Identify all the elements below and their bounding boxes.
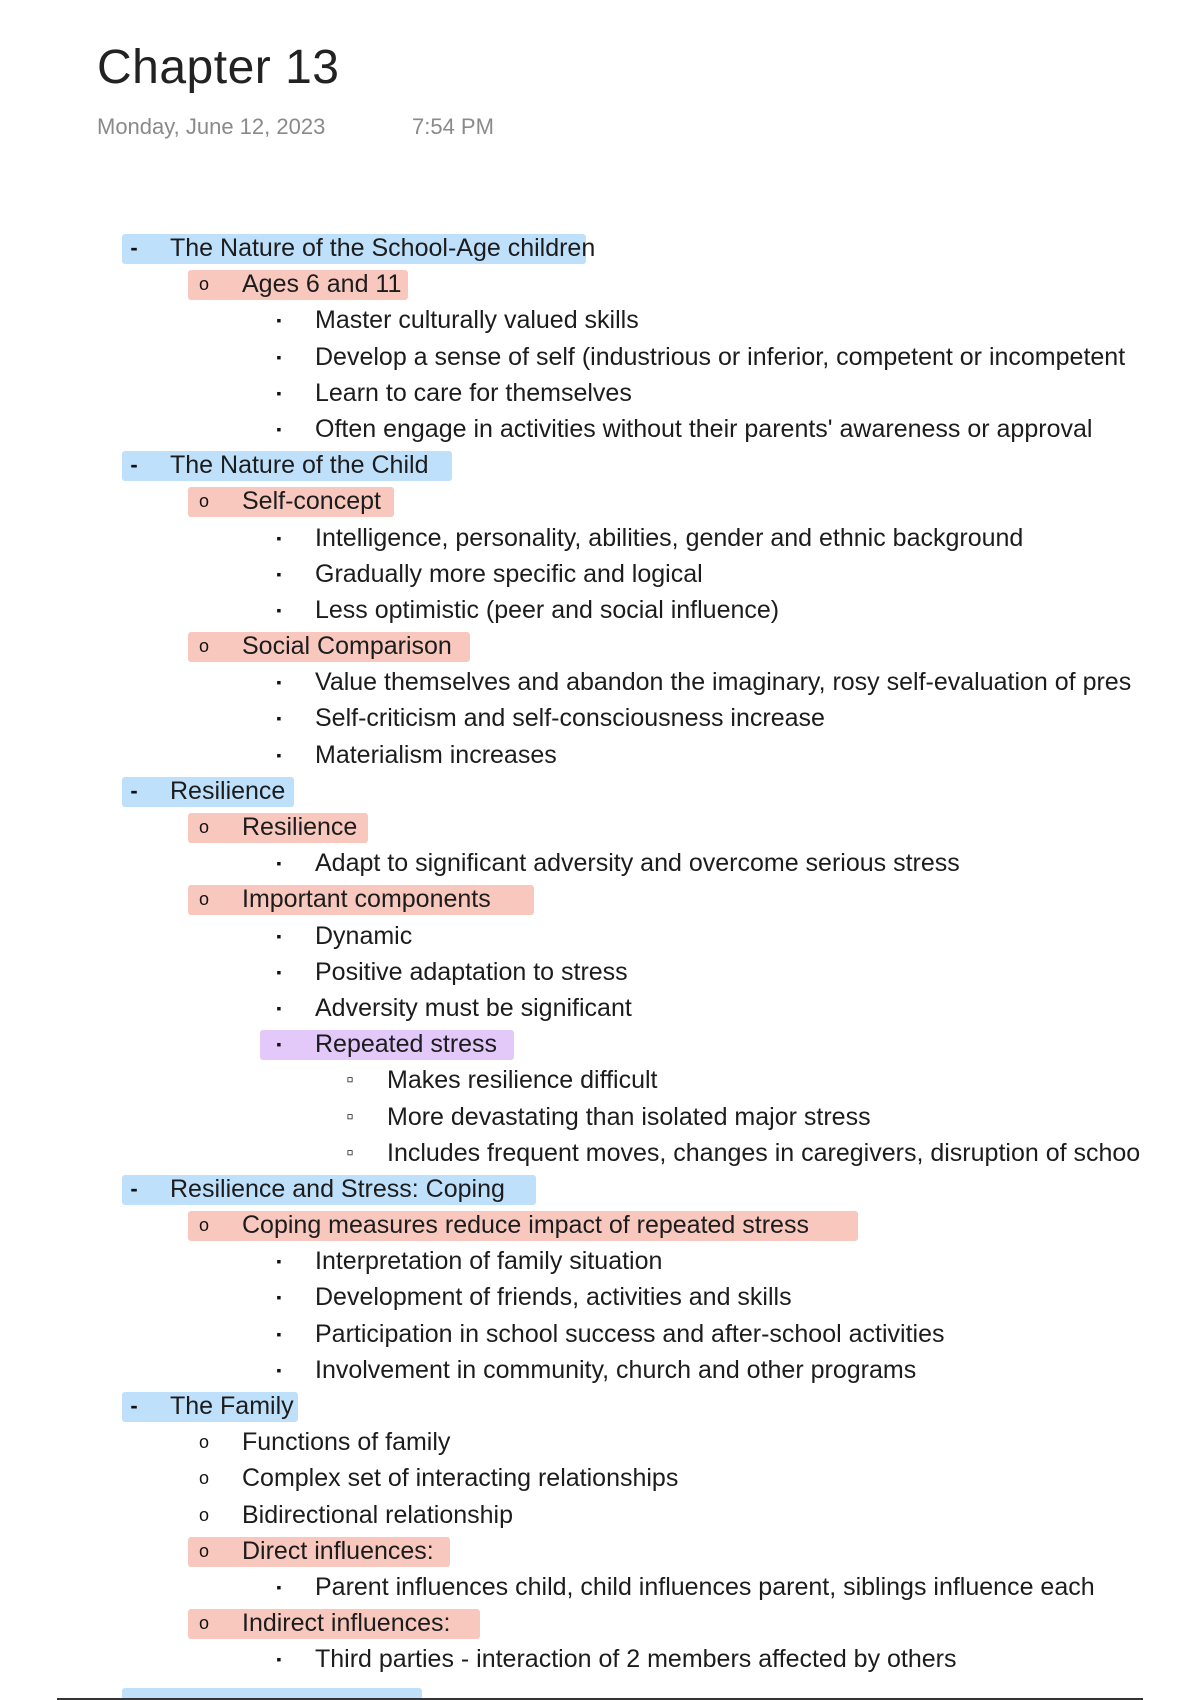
box-bullet-icon: ▫ (346, 1069, 354, 1092)
outline-text: Complex set of interacting relationships (242, 1464, 679, 1493)
outline-item[interactable] (0, 664, 1200, 700)
square-bullet-icon: ▪ (276, 927, 282, 944)
square-bullet-icon: ▪ (276, 601, 282, 618)
outline-item[interactable] (0, 556, 1200, 592)
outline-text: Materialism increases (315, 740, 557, 769)
outline-item[interactable] (0, 1424, 1200, 1460)
outline-text: Adapt to significant adversity and overcome serious stress (315, 849, 960, 878)
outline-item[interactable] (0, 1352, 1200, 1388)
circle-bullet-icon: o (198, 1468, 209, 1489)
outline-text: Self-criticism and self-consciousness increase (315, 704, 825, 733)
outline-item[interactable] (0, 1605, 1200, 1641)
dash-bullet-icon: - (130, 777, 138, 803)
outline-item[interactable] (0, 881, 1200, 917)
box-bullet-icon: ▫ (346, 1105, 354, 1128)
outline-text: The Nature of the School-Age children (170, 234, 596, 262)
page-date: Monday, June 12, 2023 (97, 114, 326, 139)
outline-text: Repeated stress (315, 1030, 498, 1059)
circle-bullet-icon: o (198, 1215, 209, 1236)
outline-text: Self-concept (242, 487, 381, 516)
outline-text: Development of friends, activities and skills (315, 1283, 792, 1312)
square-bullet-icon: ▪ (276, 420, 282, 437)
square-bullet-icon: ▪ (276, 1325, 282, 1342)
outline-text: Includes frequent moves, changes in caregivers, disruption of schoo (387, 1138, 1141, 1167)
outline-item[interactable] (0, 520, 1200, 556)
outline-item[interactable] (0, 918, 1200, 954)
outline-item[interactable] (0, 1316, 1200, 1352)
dash-bullet-icon: - (130, 235, 138, 260)
outline-item[interactable] (0, 1026, 1200, 1062)
circle-bullet-icon: o (198, 1540, 209, 1561)
box-bullet-icon: ▫ (346, 1141, 354, 1164)
dash-bullet-icon: - (130, 1393, 138, 1418)
outline-item[interactable] (0, 592, 1200, 628)
square-bullet-icon: ▪ (276, 384, 282, 401)
outline-text: Bidirectional relationship (242, 1500, 513, 1529)
outline-item[interactable] (0, 375, 1200, 411)
outline-text: Often engage in activities without their parents' awareness or approval (315, 414, 1093, 443)
outline-item[interactable] (0, 339, 1200, 375)
square-bullet-icon: ▪ (276, 963, 282, 980)
outline-item[interactable] (0, 990, 1200, 1026)
square-bullet-icon: ▪ (276, 999, 282, 1016)
outline-item[interactable] (0, 1207, 1200, 1243)
outline-item[interactable] (0, 700, 1200, 736)
circle-bullet-icon: o (198, 274, 209, 295)
circle-bullet-icon: o (198, 1432, 209, 1453)
outline-item[interactable] (0, 1135, 1200, 1171)
outline-item[interactable] (0, 1062, 1200, 1098)
outline-text: Intelligence, personality, abilities, gender and ethnic background (315, 523, 1024, 552)
square-bullet-icon: ▪ (276, 1289, 282, 1306)
outline-text: Develop a sense of self (industrious or inferior, competent or incompetent (315, 342, 1126, 371)
outline-text: More devastating than isolated major stress (387, 1102, 871, 1131)
outline-item[interactable] (0, 1279, 1200, 1315)
outline-text: Third parties - interaction of 2 members affected by others (315, 1645, 957, 1674)
outline-text: Resilience (170, 776, 286, 805)
square-bullet-icon: ▪ (276, 1651, 282, 1668)
outline-item[interactable] (0, 1569, 1200, 1605)
outline-item[interactable] (0, 447, 1200, 483)
outline-item[interactable] (0, 302, 1200, 338)
square-bullet-icon: ▪ (276, 529, 282, 546)
outline-text: Master culturally valued skills (315, 306, 639, 335)
square-bullet-icon: ▪ (276, 1361, 282, 1378)
outline-text: Gradually more specific and logical (315, 559, 703, 588)
outline-text: Positive adaptation to stress (315, 957, 628, 986)
outline-text: Social Comparison (242, 632, 452, 661)
outline-text: Less optimistic (peer and social influence) (315, 595, 780, 624)
square-bullet-icon: ▪ (276, 674, 282, 691)
outline-item[interactable] (0, 483, 1200, 519)
outline-text: Interpretation of family situation (315, 1247, 663, 1276)
circle-bullet-icon: o (198, 889, 209, 910)
outline-text: Participation in school success and after-school activities (315, 1319, 945, 1348)
outline-text: Indirect influences: (242, 1609, 451, 1638)
circle-bullet-icon: o (198, 636, 209, 657)
outline-item[interactable] (0, 628, 1200, 664)
outline-text: Involvement in community, church and other programs (315, 1355, 917, 1384)
outline-item[interactable] (0, 1497, 1200, 1533)
circle-bullet-icon: o (198, 1613, 209, 1634)
outline-item[interactable] (0, 845, 1200, 881)
circle-bullet-icon: o (198, 817, 209, 837)
outline-text: The Nature of the Child (170, 451, 429, 480)
outline-text: The Family (170, 1392, 294, 1420)
outline-item[interactable] (0, 773, 1200, 809)
outline-text: Resilience and Stress: Coping (170, 1174, 505, 1203)
outline-text: Value themselves and abandon the imaginary, rosy self-evaluation of pres (315, 668, 1132, 697)
square-bullet-icon: ▪ (276, 565, 282, 582)
outline-item[interactable] (0, 1099, 1200, 1135)
dash-bullet-icon: - (130, 452, 138, 478)
outline-text: Adversity must be significant (315, 993, 632, 1022)
square-bullet-icon: ▪ (276, 746, 282, 763)
outline-text: Dynamic (315, 921, 413, 950)
outline-item[interactable] (0, 266, 1200, 302)
circle-bullet-icon: o (198, 1504, 209, 1525)
page-time: 7:54 PM (412, 114, 494, 139)
dash-bullet-icon: - (130, 1175, 138, 1201)
outline-text: Learn to care for themselves (315, 378, 632, 407)
outline-item[interactable] (0, 1641, 1200, 1677)
outline-text: Important components (242, 885, 491, 914)
outline-text: Ages 6 and 11 (242, 270, 402, 299)
page-title[interactable]: Chapter 13 (97, 41, 340, 94)
outline-item[interactable] (0, 411, 1200, 447)
outline-item[interactable] (0, 1460, 1200, 1496)
outline-text: Direct influences: (242, 1536, 434, 1565)
outline-item[interactable] (0, 954, 1200, 990)
outline-item[interactable] (0, 1171, 1200, 1207)
square-bullet-icon: ▪ (276, 710, 282, 727)
outline-item[interactable] (0, 1243, 1200, 1279)
outline-item[interactable] (0, 1533, 1200, 1569)
outline-text: Resilience (242, 813, 358, 841)
square-bullet-icon: ▪ (276, 1578, 282, 1595)
outline-item[interactable] (0, 230, 1200, 266)
square-bullet-icon: ▪ (276, 855, 282, 872)
outline-text: Functions of family (242, 1428, 451, 1457)
outline-item[interactable] (0, 1388, 1200, 1424)
square-bullet-icon: ▪ (276, 312, 282, 329)
outline-item[interactable] (0, 737, 1200, 773)
outline-text: Coping measures reduce impact of repeated stress (242, 1211, 809, 1240)
square-bullet-icon: ▪ (276, 348, 282, 365)
square-bullet-icon: ▪ (276, 1253, 282, 1270)
square-bullet-icon: ▪ (276, 1036, 282, 1053)
outline-text: Makes resilience difficult (387, 1066, 658, 1095)
outline-notes[interactable] (0, 230, 1200, 1678)
outline-item[interactable] (0, 809, 1200, 845)
outline-text: Parent influences child, child influences parent, siblings influence each (315, 1572, 1095, 1601)
circle-bullet-icon: o (198, 491, 209, 512)
